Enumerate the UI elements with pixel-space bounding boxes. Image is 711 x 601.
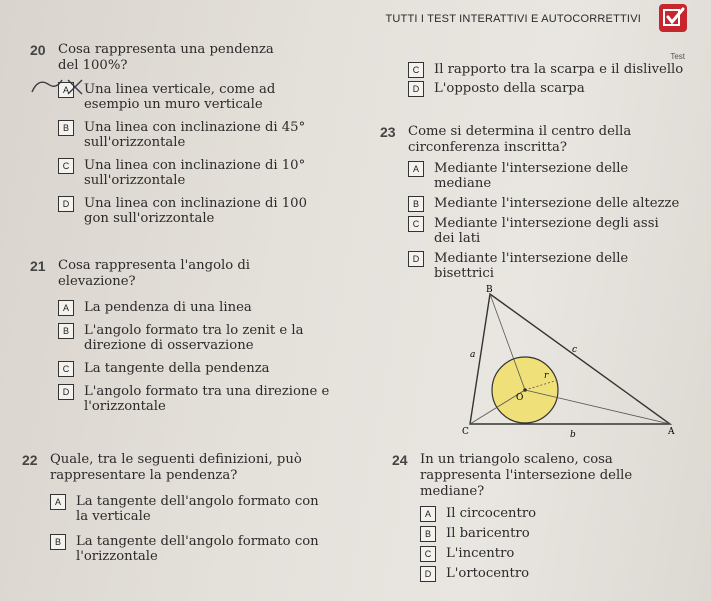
header-title: TUTTI I TEST INTERATTIVI E AUTOCORRETTIVI [385, 13, 641, 25]
label-C: C [462, 427, 469, 437]
option-text: Una linea verticale, come ad esempio un muro verticale [84, 82, 276, 112]
option-letter: B [420, 526, 436, 542]
question-number: 24 [392, 452, 408, 468]
option-d[interactable] [408, 81, 684, 96]
option-letter: D [408, 251, 424, 267]
option-text: L'angolo formato tra una direzione e l'orizzontale [84, 384, 330, 414]
option-c[interactable] [420, 546, 692, 561]
option-letter: A [408, 161, 424, 177]
option-a[interactable] [58, 300, 344, 315]
option-letter: C [58, 361, 74, 377]
question-text: Cosa rappresenta l'angolo di elevazione? [58, 258, 251, 289]
option-c[interactable] [408, 216, 674, 246]
option-letter: B [408, 196, 424, 212]
option-letter: B [50, 534, 66, 550]
option-text: Mediante l'intersezione delle mediane [434, 161, 629, 191]
option-text: L'ortocentro [446, 566, 530, 581]
option-b[interactable] [58, 323, 344, 353]
option-letter: D [58, 196, 74, 212]
option-d[interactable] [58, 384, 346, 414]
option-d[interactable] [58, 196, 334, 226]
option-letter: A [58, 300, 74, 316]
checkmark-icon [659, 4, 687, 32]
question-text: Come si determina il centro della circonferenza inscritta? [408, 124, 632, 155]
option-text: L'incentro [446, 546, 515, 561]
question-24 [392, 452, 692, 581]
option-letter: C [420, 546, 436, 562]
question-22-continued [380, 62, 684, 96]
option-a[interactable] [58, 82, 324, 112]
option-text: Il rapporto tra la scarpa e il dislivello [434, 62, 684, 77]
option-d[interactable] [408, 251, 684, 281]
option-text: La tangente dell'angolo formato con l'orizzontale [76, 534, 319, 564]
option-b[interactable] [50, 534, 326, 564]
option-letter: A [50, 494, 66, 510]
question-21 [30, 258, 350, 414]
option-letter: C [408, 216, 424, 232]
test-label: Test [670, 52, 685, 61]
option-b[interactable] [408, 196, 694, 211]
question-number: 22 [22, 452, 38, 468]
option-text: Il baricentro [446, 526, 530, 541]
option-c[interactable] [58, 158, 324, 188]
option-b[interactable] [58, 120, 324, 150]
option-text: Il circocentro [446, 506, 537, 521]
label-a: a [470, 350, 476, 360]
question-20 [30, 42, 330, 226]
option-letter: D [58, 384, 74, 400]
label-r: r [544, 371, 549, 381]
option-text: La tangente della pendenza [84, 361, 270, 376]
option-d[interactable] [420, 566, 692, 581]
option-letter: D [420, 566, 436, 582]
option-text: L'opposto della scarpa [434, 81, 585, 96]
label-B: B [486, 285, 493, 295]
center-point [523, 388, 527, 392]
option-text: Mediante l'intersezione delle altezze [434, 196, 680, 211]
option-text: Mediante l'intersezione delle bisettrici [434, 251, 629, 281]
option-text: L'angolo formato tra lo zenit e la direzione di osservazione [84, 323, 304, 353]
option-text: Una linea con inclinazione di 10° sull'orizzontale [84, 158, 306, 188]
option-a[interactable] [408, 161, 674, 191]
question-number: 20 [30, 42, 46, 58]
question-number: 21 [30, 258, 46, 274]
question-text: In un triangolo scaleno, cosa rappresenta l'intersezione delle mediane? [420, 452, 633, 499]
option-text: La pendenza di una linea [84, 300, 252, 315]
question-text: Quale, tra le seguenti definizioni, può rappresentare la pendenza? [50, 452, 302, 483]
option-letter: C [408, 62, 424, 78]
label-O: O [516, 393, 524, 403]
option-letter: A [58, 82, 74, 98]
option-a[interactable] [420, 506, 692, 521]
option-letter: B [58, 120, 74, 136]
option-text: La tangente dell'angolo formato con la verticale [76, 494, 319, 524]
option-letter: D [408, 81, 424, 97]
label-A: A [668, 427, 675, 437]
option-b[interactable] [420, 526, 692, 541]
option-letter: C [58, 158, 74, 174]
option-text: Una linea con inclinazione di 45° sull'orizzontale [84, 120, 306, 150]
question-text: Cosa rappresenta una pendenza del 100%? [58, 42, 274, 73]
option-letter: A [420, 506, 436, 522]
label-b: b [570, 430, 576, 440]
option-c[interactable] [58, 361, 344, 376]
option-c[interactable] [408, 62, 684, 77]
question-number: 23 [380, 124, 396, 140]
option-letter: B [58, 323, 74, 339]
question-23 [380, 124, 680, 281]
question-22 [22, 452, 342, 564]
option-text: Una linea con inclinazione di 100 gon sull'orizzontale [84, 196, 307, 226]
option-a[interactable] [50, 494, 326, 524]
option-text: Mediante l'intersezione degli assi dei lati [434, 216, 659, 246]
label-c: c [572, 345, 578, 355]
incircle-figure [440, 282, 680, 442]
